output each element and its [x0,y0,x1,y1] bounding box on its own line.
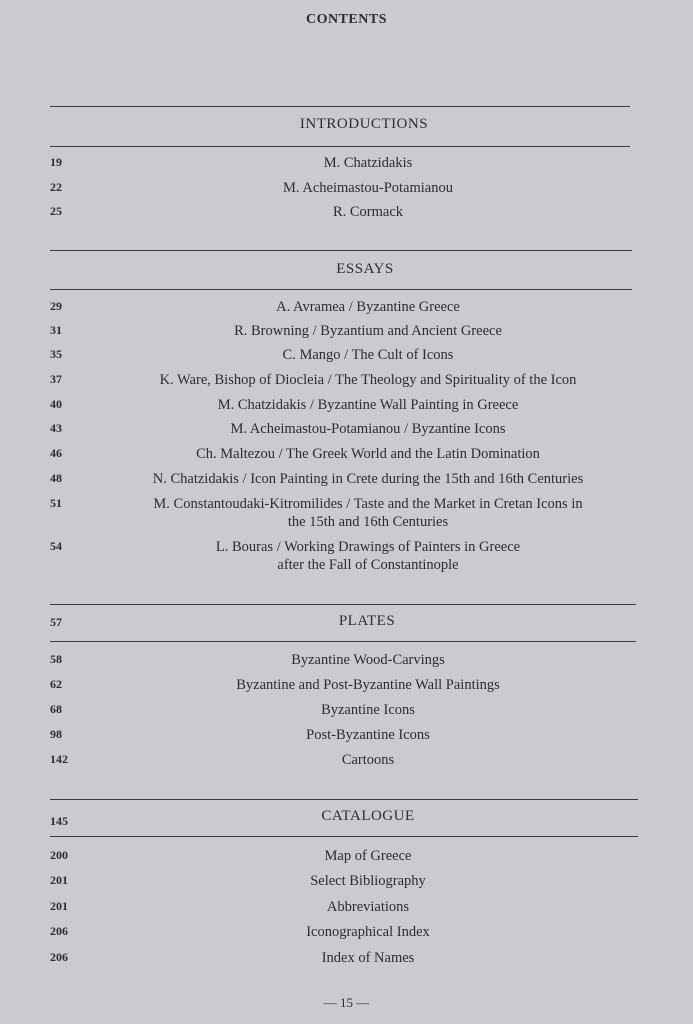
entry-page-number: 201 [50,899,68,913]
section-rule-bottom [50,146,630,147]
entry-page-number: 48 [50,471,62,485]
entry-page-number: 68 [50,702,62,716]
entry-title-continued: the 15th and 16th Centuries [287,514,449,530]
page-number-footer: — 15 — [323,995,370,1010]
entry-title: Select Bibliography [310,873,426,889]
entry-title: Byzantine and Post-Byzantine Wall Paintings [236,677,500,693]
entry-page-number: 62 [50,677,62,691]
section-rule-top [50,604,636,605]
entry-title: M. Chatzidakis [323,155,413,171]
entry-page-number: 142 [50,752,68,766]
entry-page-number: 22 [50,180,62,194]
section-page-number: 145 [50,814,68,828]
entry-page-number: 29 [50,299,62,313]
section-rule-bottom [50,289,632,290]
entry-title: Byzantine Wood-Carvings [291,652,445,668]
entry-title: Map of Greece [324,848,412,864]
entry-title: Cartoons [341,752,395,768]
section-page-number: 57 [50,615,62,629]
entry-title: M. Constantoudaki-Kitromilides / Taste and the Market in Cretan Icons in [153,496,583,512]
entry-title-continued: after the Fall of Constantinople [277,557,459,573]
section-heading-plates: PLATES [338,613,396,629]
entry-title: Post-Byzantine Icons [306,727,430,743]
entry-title: Abbreviations [326,899,410,915]
entry-title: M. Acheimastou-Potamianou [283,180,453,196]
section-rule-top [50,106,630,107]
entry-title: R. Cormack [332,204,404,220]
entry-page-number: 98 [50,727,62,741]
entry-page-number: 51 [50,496,62,510]
entry-title: A. Avramea / Byzantine Greece [276,299,460,315]
entry-title: K. Ware, Bishop of Diocleia / The Theology and Spirituality of the Icon [159,372,577,388]
entry-page-number: 43 [50,421,62,435]
entry-page-number: 40 [50,397,62,411]
entry-page-number: 206 [50,950,68,964]
entry-page-number: 201 [50,873,68,887]
entry-title: Ch. Maltezou / The Greek World and the Latin Domination [196,446,540,462]
page-title: CONTENTS [305,12,388,27]
entry-title: L. Bouras / Working Drawings of Painters in Greece [215,539,521,555]
entry-title: R. Browning / Byzantium and Ancient Greece [234,323,502,339]
entry-title: M. Chatzidakis / Byzantine Wall Painting in Greece [217,397,519,413]
entry-page-number: 58 [50,652,62,666]
entry-title: Index of Names [321,950,415,966]
entry-page-number: 206 [50,924,68,938]
entry-page-number: 200 [50,848,68,862]
section-rule-bottom [50,641,636,642]
entry-page-number: 37 [50,372,62,386]
entry-page-number: 46 [50,446,62,460]
section-rule-top [50,799,638,800]
entry-page-number: 19 [50,155,62,169]
entry-page-number: 35 [50,347,62,361]
entry-title: M. Acheimastou-Potamianou / Byzantine Icons [230,421,506,437]
entry-page-number: 31 [50,323,62,337]
section-rule-bottom [50,836,638,837]
entry-title: C. Mango / The Cult of Icons [282,347,454,363]
entry-title: Byzantine Icons [321,702,415,718]
section-heading-essays: ESSAYS [336,261,394,277]
section-heading-introductions: INTRODUCTIONS [299,116,429,132]
section-heading-catalogue: CATALOGUE [321,808,415,824]
entry-page-number: 54 [50,539,62,553]
section-rule-top [50,250,632,251]
entry-page-number: 25 [50,204,62,218]
entry-title: Iconographical Index [306,924,430,940]
entry-title: N. Chatzidakis / Icon Painting in Crete during the 15th and 16th Centuries [152,471,584,487]
